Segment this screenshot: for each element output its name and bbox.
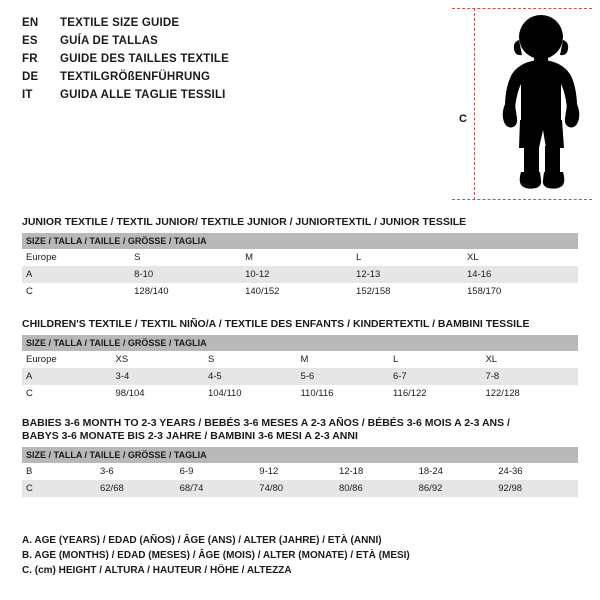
cell: L [393, 351, 486, 368]
cell: 7-8 [485, 368, 578, 385]
row-label: Europe [22, 249, 134, 266]
cell: 104/110 [208, 385, 301, 402]
height-measurement-figure [452, 8, 592, 203]
cell: 116/122 [393, 385, 486, 402]
row-label: B [22, 463, 100, 480]
cell: M [245, 249, 356, 266]
lang-code-en: EN [22, 17, 39, 29]
header-title-es: GUÍA DE TALLAS [60, 35, 158, 47]
header-title-en: TEXTILE SIZE GUIDE [60, 17, 180, 29]
cell: 122/128 [485, 385, 578, 402]
header-title-it: GUIDA ALLE TAGLIE TESSILI [60, 89, 226, 101]
section-title-children: CHILDREN'S TEXTILE / TEXTIL NIÑO/A / TEXTILE DES ENFANTS / KINDERTEXTIL / BAMBINI TESSILE [22, 318, 530, 330]
cell: XS [116, 351, 208, 368]
section-babies-textile [22, 417, 578, 497]
table-row [22, 266, 578, 283]
cell: 8-10 [134, 266, 245, 283]
table-row [22, 463, 578, 480]
cell: 140/152 [245, 283, 356, 300]
cell: 3-6 [100, 463, 180, 480]
legend-item-c: C. (cm) HEIGHT / ALTURA / HAUTEUR / HÖHE / ALTEZZA [22, 565, 292, 576]
cell: 98/104 [116, 385, 208, 402]
cell: 92/98 [498, 480, 578, 497]
toddler-silhouette-icon [498, 14, 584, 196]
cell: 80/86 [339, 480, 419, 497]
table-row [22, 249, 578, 266]
dashed-line-bottom [452, 199, 592, 200]
cell: 12-13 [356, 266, 467, 283]
cell: S [208, 351, 301, 368]
table-row [22, 480, 578, 497]
column-header-size: SIZE / TALLA / TAILLE / GRÖSSE / TAGLIA [22, 447, 578, 463]
table-row [22, 351, 578, 368]
row-label: C [22, 480, 100, 497]
legend-item-a: A. AGE (YEARS) / EDAD (AÑOS) / ÂGE (ANS) / ALTER (JAHRE) / ETÀ (ANNI) [22, 535, 382, 546]
cell: 6-7 [393, 368, 486, 385]
header-row-en [22, 14, 442, 32]
legend [22, 533, 410, 578]
row-label: A [22, 266, 134, 283]
cell: 12-18 [339, 463, 419, 480]
header-row-it [22, 86, 442, 104]
measurement-label-c: C [459, 113, 467, 125]
section-title-babies-line2: BABYS 3-6 MONATE BIS 2-3 JAHRE / BAMBINI 3-6 MESI A 2-3 ANNI [22, 430, 358, 442]
header-row-de [22, 68, 442, 86]
cell: 128/140 [134, 283, 245, 300]
table-row [22, 283, 578, 300]
cell: 24-36 [498, 463, 578, 480]
header-title-de: TEXTILGRÖßENFÜHRUNG [60, 71, 211, 83]
table-babies [22, 447, 578, 497]
cell: XL [467, 249, 578, 266]
cell: 68/74 [180, 480, 260, 497]
table-junior [22, 233, 578, 300]
row-label: Europe [22, 351, 116, 368]
header-row-es [22, 32, 442, 50]
section-junior-textile [22, 216, 578, 300]
row-label: A [22, 368, 116, 385]
lang-code-de: DE [22, 71, 39, 83]
cell: 14-16 [467, 266, 578, 283]
table-row [22, 447, 578, 463]
column-header-size: SIZE / TALLA / TAILLE / GRÖSSE / TAGLIA [22, 335, 578, 351]
column-header-size: SIZE / TALLA / TAILLE / GRÖSSE / TAGLIA [22, 233, 578, 249]
table-row [22, 385, 578, 402]
cell: 9-12 [259, 463, 339, 480]
cell: 4-5 [208, 368, 301, 385]
lang-code-it: IT [22, 89, 33, 101]
cell: 10-12 [245, 266, 356, 283]
dashed-line-vertical [474, 8, 475, 200]
header-row-fr [22, 50, 442, 68]
table-row [22, 233, 578, 249]
cell: L [356, 249, 467, 266]
cell: 158/170 [467, 283, 578, 300]
language-header [22, 14, 442, 104]
cell: 3-4 [116, 368, 208, 385]
section-title-babies: BABIES 3-6 MONTH TO 2-3 YEARS / BEBÉS 3-6 MESES A 2-3 AÑOS / BÉBÉS 3-6 MOIS A 2-3 ANS / [22, 417, 510, 429]
cell: M [300, 351, 393, 368]
legend-item-b: B. AGE (MONTHS) / EDAD (MESES) / ÂGE (MOIS) / ALTER (MONATE) / ETÀ (MESI) [22, 550, 410, 561]
table-children [22, 335, 578, 402]
cell: 152/158 [356, 283, 467, 300]
cell: 6-9 [180, 463, 260, 480]
cell: XL [485, 351, 578, 368]
row-label: C [22, 283, 134, 300]
table-row [22, 335, 578, 351]
section-children-textile [22, 318, 578, 402]
cell: 110/116 [300, 385, 393, 402]
cell: S [134, 249, 245, 266]
cell: 5-6 [300, 368, 393, 385]
header-title-fr: GUIDE DES TAILLES TEXTILE [60, 53, 229, 65]
lang-code-es: ES [22, 35, 38, 47]
cell: 18-24 [419, 463, 499, 480]
row-label: C [22, 385, 116, 402]
table-row [22, 368, 578, 385]
cell: 86/92 [419, 480, 499, 497]
lang-code-fr: FR [22, 53, 38, 65]
cell: 62/68 [100, 480, 180, 497]
cell: 74/80 [259, 480, 339, 497]
dashed-line-top [452, 8, 592, 9]
section-title-junior: JUNIOR TEXTILE / TEXTIL JUNIOR/ TEXTILE JUNIOR / JUNIORTEXTIL / JUNIOR TESSILE [22, 216, 467, 228]
